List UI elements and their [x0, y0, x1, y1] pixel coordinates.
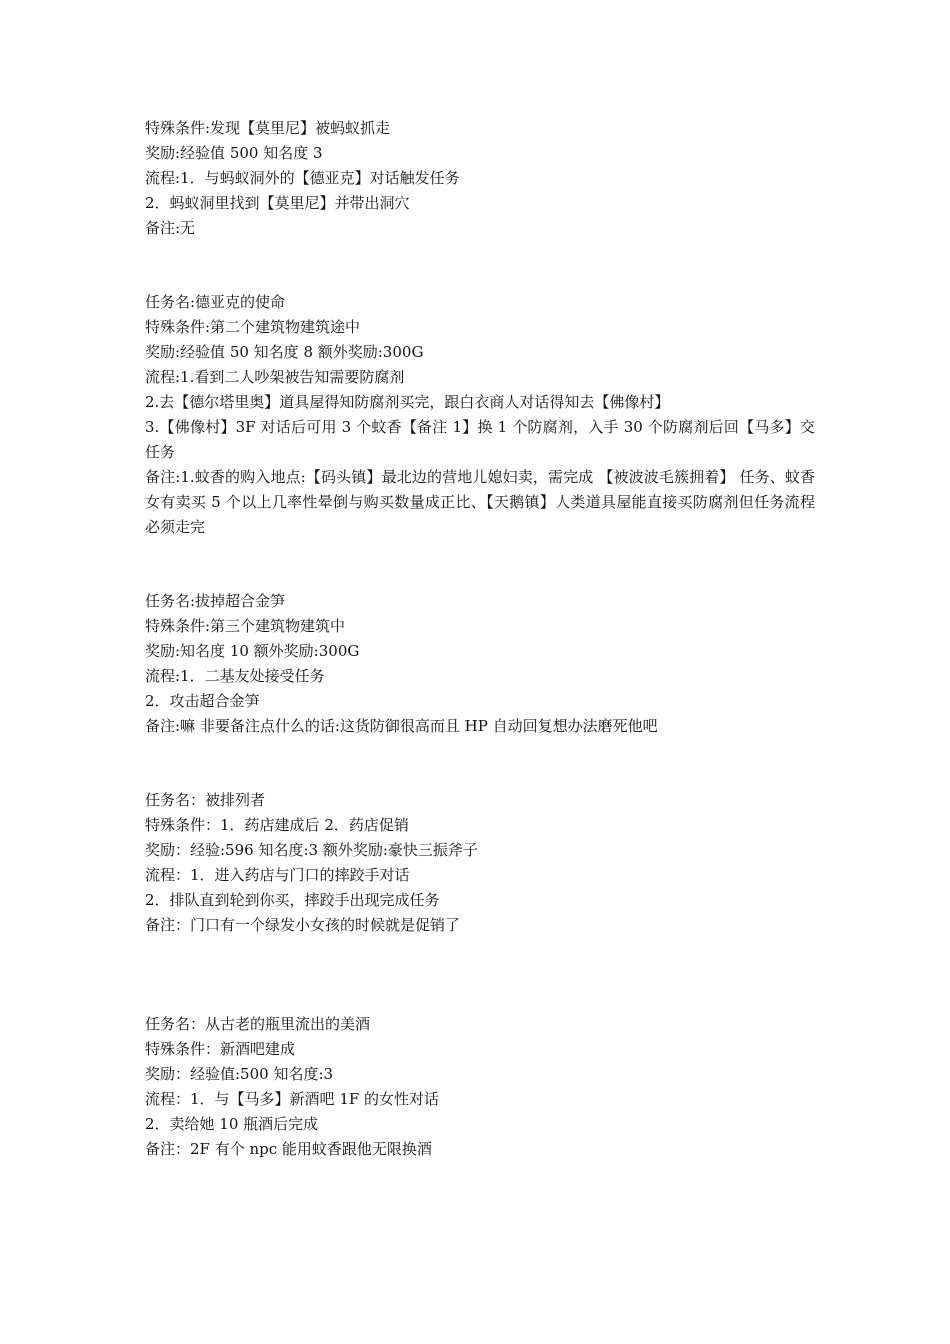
- quest-flow-step: 2．卖给她 10 瓶酒后完成: [145, 1115, 319, 1133]
- quest-title: 任务名:德亚克的使命: [145, 293, 286, 311]
- quest-note: 备注:无: [145, 219, 196, 237]
- quest-reward: 奖励:经验值 500 知名度 3: [145, 144, 323, 162]
- quest-title: 任务名:拔掉超合金笋: [145, 592, 286, 610]
- quest-condition: 特殊条件:第三个建筑物建筑中: [145, 617, 346, 635]
- quest-flow-step: 2．排队直到轮到你买，摔跤手出现完成任务: [145, 891, 440, 909]
- quest-flow-step: 流程:1．与蚂蚁洞外的【德亚克】对话触发任务: [145, 169, 460, 187]
- quest-flow-step: 3.【佛像村】3F 对话后可用 3 个蚊香【备注 1】换 1 个防腐剂，入手 30 个防腐剂后回【马多】交任务: [145, 418, 815, 461]
- quest-flow-step: 流程:1.看到二人吵架被告知需要防腐剂: [145, 368, 405, 386]
- quest-flow-step: 2．蚂蚁洞里找到【莫里尼】并带出洞穴: [145, 194, 410, 212]
- quest-note: 备注:1.蚊香的购入地点:【码头镇】最北边的营地儿媳妇卖，需完成 【被波波毛簇拥着】 任务、蚊香女有卖买 5 个以上几率性晕倒与购买数量成正比、【天鹅镇】人类道具屋能直接买防腐剂但任务流程必须走完: [145, 468, 815, 536]
- quest-reward: 奖励：经验值:500 知名度:3: [145, 1065, 334, 1083]
- quest-note: 备注：门口有一个绿发小女孩的时候就是促销了: [145, 916, 461, 934]
- quest-condition: 特殊条件：1．药店建成后 2．药店促销: [145, 816, 409, 834]
- quest-reward: 奖励：经验:596 知名度:3 额外奖励:豪快三振斧子: [145, 841, 478, 859]
- quest-flow-step: 2.去【德尔塔里奥】道具屋得知防腐剂买完，跟白衣商人对话得知去【佛像村】: [145, 393, 670, 411]
- quest-condition: 特殊条件：新酒吧建成: [145, 1040, 296, 1058]
- quest-flow-step: 流程：1．与【马多】新酒吧 1F 的女性对话: [145, 1090, 440, 1108]
- quest-title: 任务名：被排列者: [145, 791, 266, 809]
- quest-flow-step: 2．攻击超合金笋: [145, 692, 260, 710]
- quest-flow-step: 流程：1．进入药店与门口的摔跤手对话: [145, 866, 410, 884]
- quest-title: 任务名：从古老的瓶里流出的美酒: [145, 1015, 371, 1033]
- quest-note: 备注：2F 有个 npc 能用蚊香跟他无限换酒: [145, 1140, 432, 1158]
- quest-condition: 特殊条件:发现【莫里尼】被蚂蚁抓走: [145, 119, 391, 137]
- quest-reward: 奖励:知名度 10 额外奖励:300G: [145, 642, 360, 660]
- quest-flow-step: 流程:1．二基友处接受任务: [145, 667, 325, 685]
- quest-note: 备注:嘛 非要备注点什么的话:这货防御很高而且 HP 自动回复想办法磨死他吧: [145, 717, 658, 735]
- quest-condition: 特殊条件:第二个建筑物建筑途中: [145, 318, 361, 336]
- quest-reward: 奖励:经验值 50 知名度 8 额外奖励:300G: [145, 343, 424, 361]
